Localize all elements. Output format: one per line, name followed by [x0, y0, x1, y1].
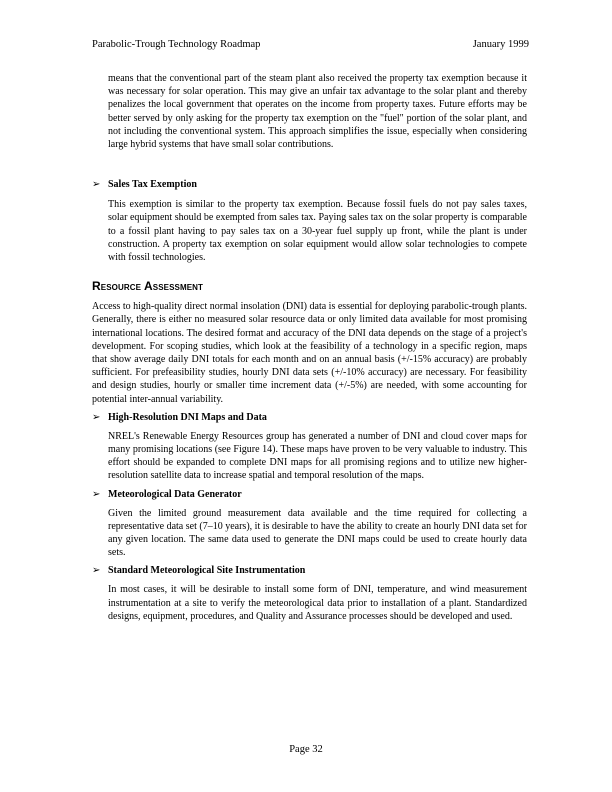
- running-header-date: January 1999: [472, 39, 529, 50]
- dni-maps-heading: High-Resolution DNI Maps and Data: [108, 411, 267, 423]
- bullet-sales-tax: [92, 178, 527, 191]
- arrow-bullet-icon: ➢: [92, 411, 101, 423]
- sales-tax-paragraph: This exemption is similar to the property tax exemption. Because fossil fuels do not pay sales taxes, solar equipment should be exempted from sales tax. Paying sales tax on the solar property is comparable to a fossil plant having to pay sales tax on a 30-year fuel supply up front, while the plant is under construction. A property tax exemption on solar equipment would allow solar technologies to compete with fossil technologies.: [108, 199, 527, 264]
- site-instrumentation-paragraph: In most cases, it will be desirable to install some form of DNI, temperature, and wind measurement instrumentation at a site to verify the meteorological data prior to installation of a plant. Standardized designs, equipment, procedures, and Quality and Assurance processes should be developed and used.: [108, 584, 527, 622]
- sales-tax-heading: Sales Tax Exemption: [108, 179, 197, 191]
- arrow-bullet-icon: ➢: [92, 488, 101, 500]
- met-generator-heading: Meteorological Data Generator: [108, 488, 242, 500]
- arrow-bullet-icon: ➢: [92, 179, 101, 191]
- arrow-bullet-icon: ➢: [92, 565, 101, 577]
- section-heading-resource: Resource Assessment: [92, 279, 204, 294]
- resource-paragraph: Access to high-quality direct normal insolation (DNI) data is essential for deploying parabolic-trough plants. Generally, there is either no measured solar resource data or only limited data available for most promising international locations. The desired format and accuracy of the DNI data depends on the stage of a project's development. For scoping studies, which look at the feasibility of a technology in a specific region, maps that show average daily DNI totals for each month and on an annual basis (+/-15% accuracy) are probably sufficient. For prefeasibility studies, hourly DNI data sets (+/-10% accuracy) are necessary. For feasibility and design studies, hourly or smaller time increment data (+/-5%) are needed, with some accounting for potential inter-annual variability.: [92, 301, 527, 405]
- running-header-title: Parabolic-Trough Technology Roadmap: [92, 39, 261, 50]
- intro-paragraph: means that the conventional part of the steam plant also received the property tax exemption because it was necessary for solar operation. This may give an unfair tax advantage to the solar plant and thereby penalizes the local government that operates on the income from property taxes. Future efforts may be better served by only asking for the property tax exemption on the "fuel" portion of the solar plant, and not including the conventional system. This approach simplifies the issue, especially when considering large hybrid systems that have small solar contributions.: [108, 73, 527, 151]
- dni-maps-paragraph: NREL's Renewable Energy Resources group has generated a number of DNI and cloud cover maps for many promising locations (see Figure 14). These maps have proven to be very valuable to industry. This effort should be expanded to complete DNI maps for all promising regions and to utilize new higher-resolution satellite data to increase spatial and temporal resolution of the maps.: [108, 430, 527, 482]
- page-number: Page 32: [289, 744, 323, 755]
- bullet-dni-maps: [92, 411, 527, 424]
- page-body: [92, 72, 527, 623]
- bullet-met-generator: [92, 488, 527, 501]
- bullet-site-instrumentation: [92, 564, 527, 577]
- met-generator-paragraph: Given the limited ground measurement data available and the time required for collecting a representative data set (7–10 years), it is desirable to have the ability to create an hourly DNI data set for any given location. The same data used to generate the DNI maps could be used to create hourly data sets.: [108, 507, 527, 559]
- site-instrumentation-heading: Standard Meteorological Site Instrumentation: [108, 565, 306, 577]
